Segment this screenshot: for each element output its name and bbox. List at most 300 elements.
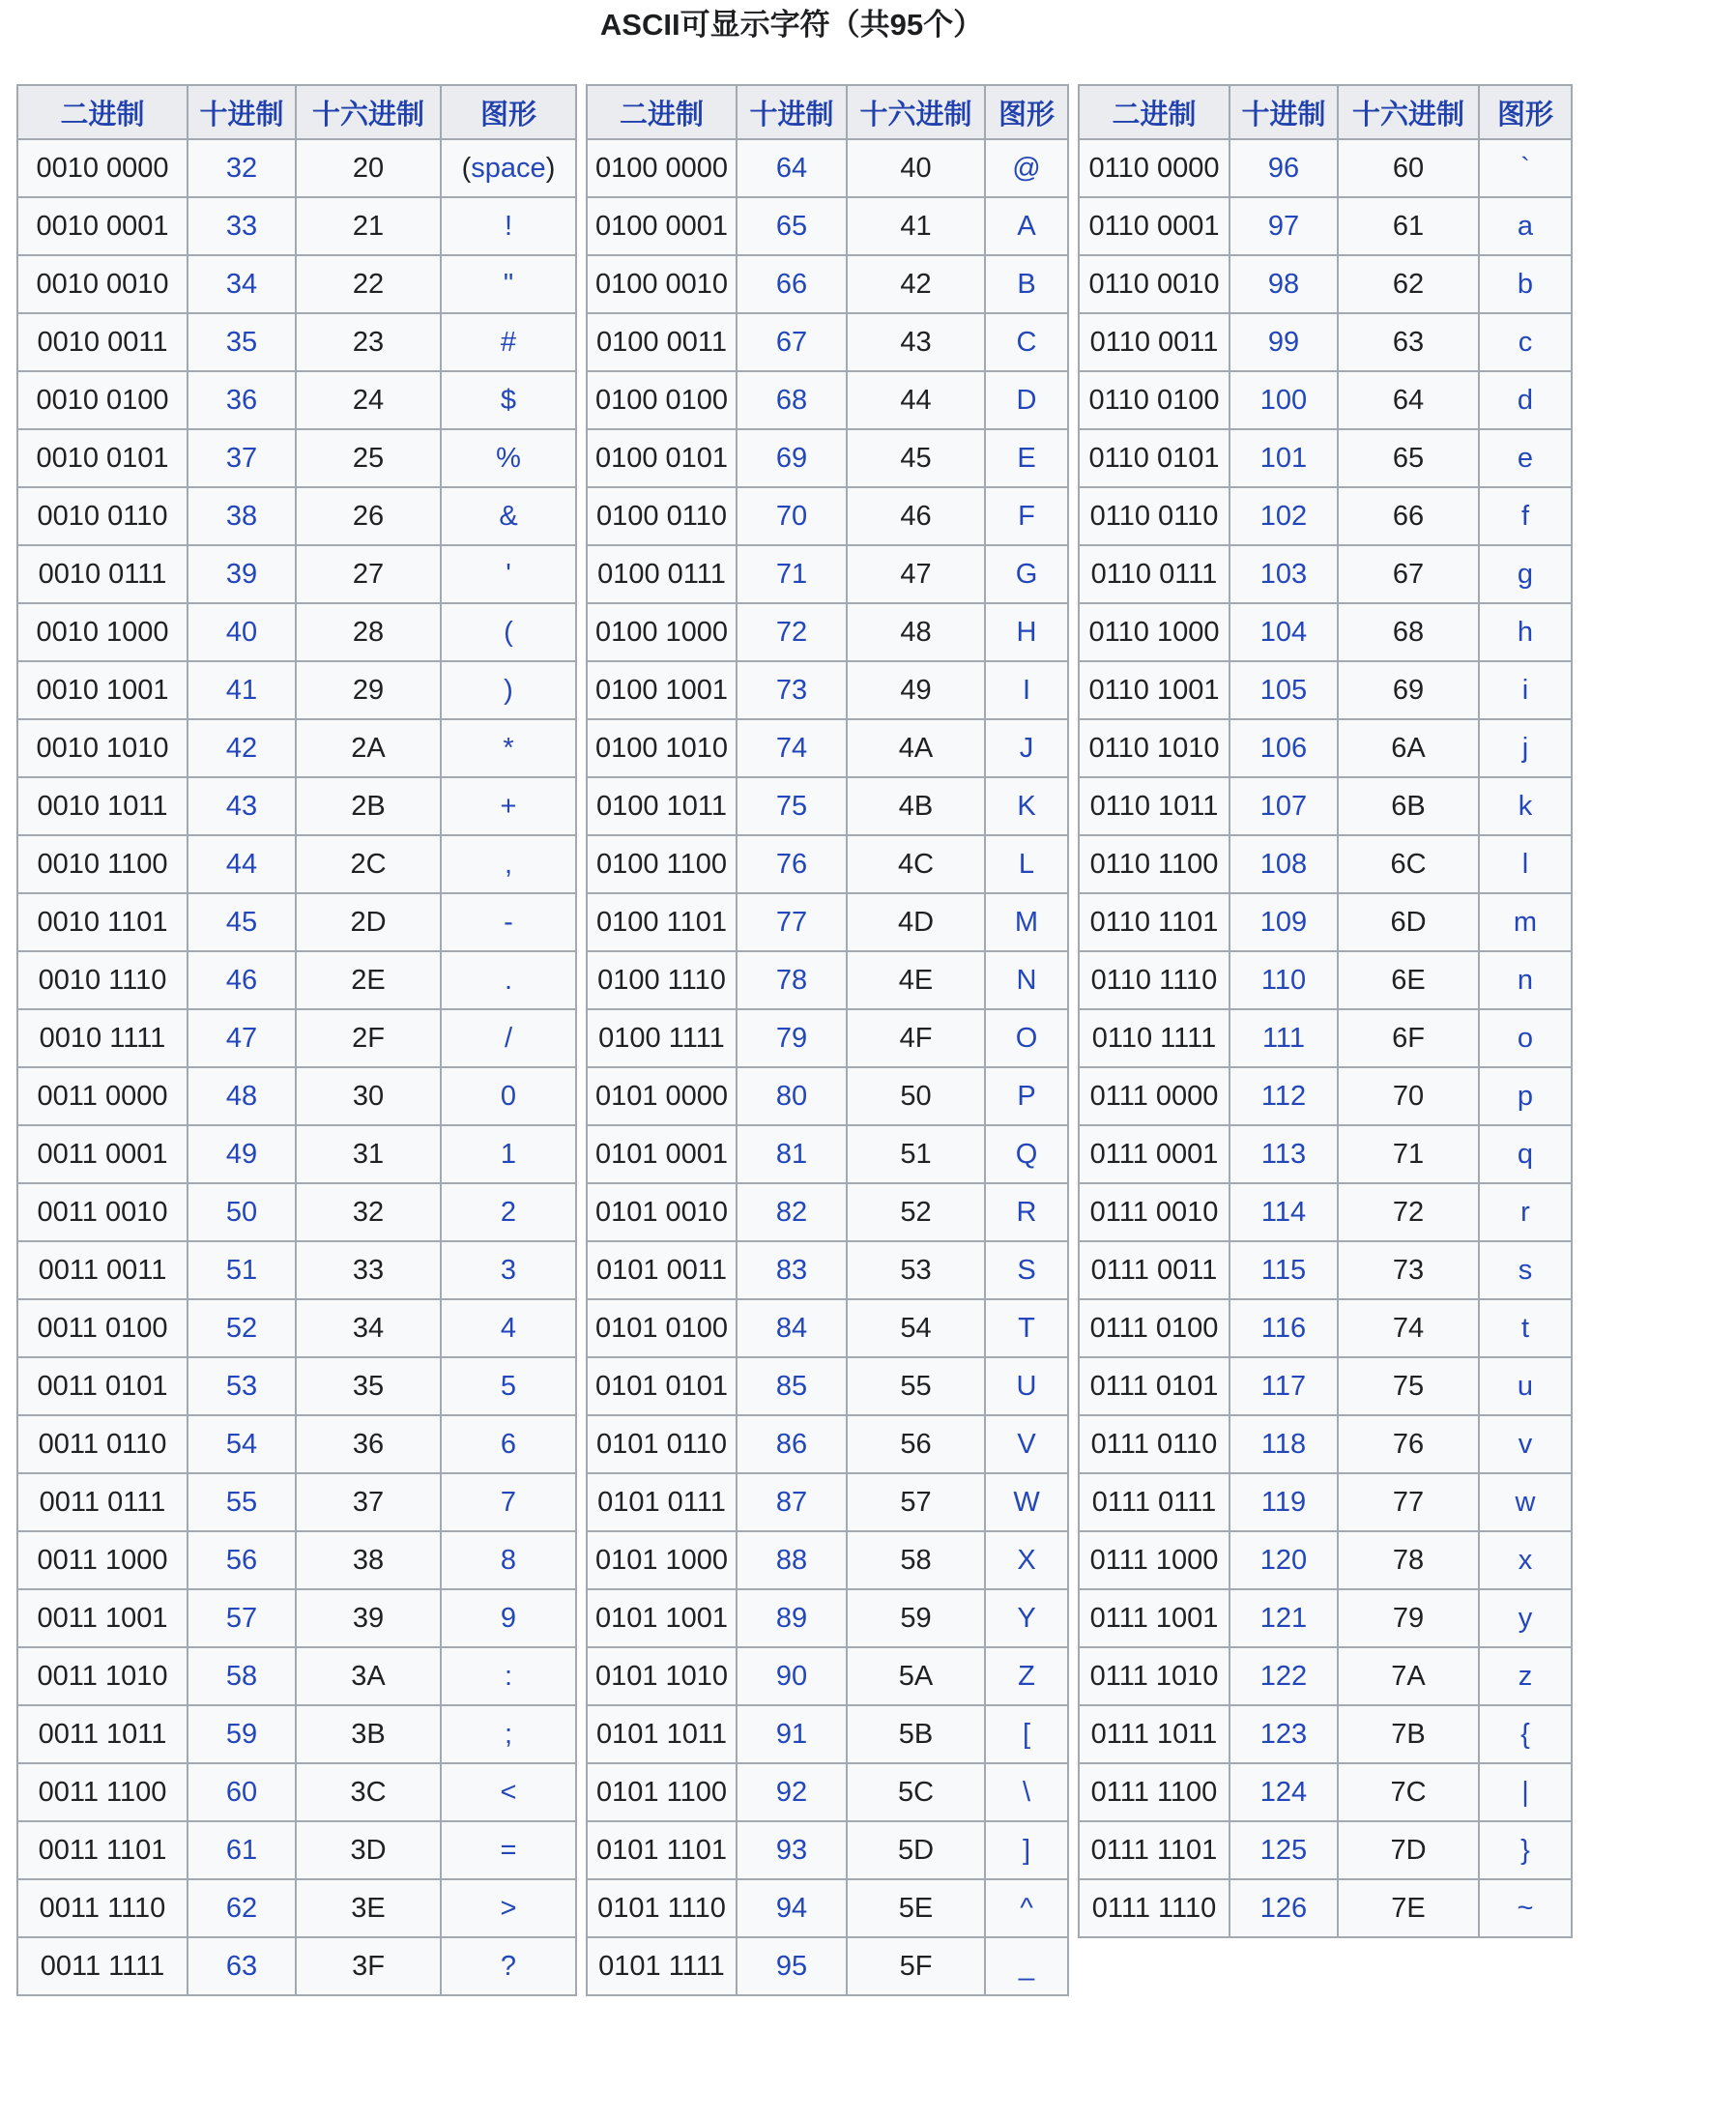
decimal-link[interactable]: 57 (225, 1602, 258, 1634)
binary-cell: 0100 0011 (587, 313, 737, 371)
table-row (17, 661, 576, 719)
glyph-cell (441, 1589, 576, 1647)
decimal-link[interactable]: 60 (225, 1776, 258, 1808)
hex-cell: 60 (1338, 139, 1479, 197)
glyph-link[interactable]: u (1517, 1370, 1534, 1402)
ascii-table-64-95 (586, 84, 1069, 1996)
decimal-link[interactable]: 114 (1260, 1196, 1307, 1228)
decimal-link[interactable]: 83 (775, 1254, 808, 1286)
glyph-link[interactable]: B (1017, 268, 1036, 300)
decimal-link[interactable]: 104 (1259, 616, 1308, 648)
decimal-link[interactable]: 108 (1259, 848, 1308, 880)
glyph-cell (985, 1473, 1068, 1531)
col-header-decimal (188, 85, 296, 139)
decimal-link[interactable]: 49 (225, 1138, 258, 1170)
decimal-link[interactable]: 113 (1260, 1138, 1307, 1170)
glyph-cell (441, 1241, 576, 1299)
glyph-link[interactable]: = (500, 1834, 517, 1866)
glyph-link[interactable]: D (1016, 384, 1037, 416)
decimal-link[interactable]: 96 (1267, 152, 1300, 184)
binary-cell: 0011 0011 (17, 1241, 188, 1299)
col-header-link-decimal[interactable]: 十进制 (1241, 99, 1326, 131)
decimal-cell (188, 1125, 296, 1183)
decimal-link[interactable]: 64 (775, 152, 808, 184)
decimal-link[interactable]: 68 (775, 384, 808, 416)
decimal-link[interactable]: 73 (775, 674, 808, 706)
glyph-link[interactable]: b (1517, 268, 1534, 300)
glyph-link[interactable]: 5 (500, 1370, 517, 1402)
decimal-link[interactable]: 59 (225, 1718, 258, 1750)
table-row (587, 371, 1068, 429)
glyph-link[interactable]: ? (500, 1950, 517, 1982)
decimal-cell (1230, 1241, 1338, 1299)
decimal-link[interactable]: 103 (1259, 558, 1308, 590)
decimal-link[interactable]: 126 (1259, 1892, 1308, 1924)
binary-cell: 0100 1000 (587, 603, 737, 661)
decimal-cell (737, 1473, 847, 1531)
glyph-link[interactable]: x (1518, 1544, 1533, 1576)
col-header-binary (17, 85, 188, 139)
glyph-link[interactable]: 7 (500, 1486, 517, 1518)
glyph-link[interactable]: I (1022, 674, 1031, 706)
col-header-link-binary[interactable]: 二进制 (619, 99, 704, 131)
glyph-cell (985, 1647, 1068, 1705)
glyph-link[interactable]: O (1015, 1022, 1038, 1054)
decimal-link[interactable]: 124 (1259, 1776, 1308, 1808)
decimal-link[interactable]: 100 (1259, 384, 1308, 416)
table-row (17, 1705, 576, 1763)
glyph-link[interactable]: Z (1018, 1660, 1035, 1692)
decimal-link[interactable]: 69 (775, 442, 808, 474)
glyph-link[interactable]: c (1518, 326, 1533, 358)
decimal-link[interactable]: 116 (1260, 1312, 1307, 1344)
table-row (587, 545, 1068, 603)
decimal-link[interactable]: 50 (225, 1196, 258, 1228)
decimal-link[interactable]: 46 (225, 964, 258, 996)
glyph-link[interactable]: g (1517, 558, 1534, 590)
glyph-link[interactable]: m (1513, 906, 1538, 938)
hex-cell: 22 (296, 255, 441, 313)
col-header-link-decimal[interactable]: 十进制 (749, 99, 834, 131)
decimal-link[interactable]: 58 (225, 1660, 258, 1692)
glyph-link[interactable]: 3 (500, 1254, 517, 1286)
table-row (1079, 1879, 1572, 1937)
decimal-link[interactable]: 40 (225, 616, 258, 648)
glyph-cell (441, 1125, 576, 1183)
col-header-link-binary[interactable]: 二进制 (60, 99, 145, 131)
table-row (17, 777, 576, 835)
decimal-link[interactable]: 62 (225, 1892, 258, 1924)
glyph-cell (985, 1821, 1068, 1879)
glyph-link[interactable]: r (1520, 1196, 1530, 1228)
glyph-cell (985, 313, 1068, 371)
decimal-link[interactable]: 33 (225, 210, 258, 242)
decimal-cell (188, 1067, 296, 1125)
decimal-cell (737, 313, 847, 371)
glyph-cell (441, 313, 576, 371)
glyph-cell (441, 951, 576, 1009)
glyph-link[interactable]: f (1520, 500, 1530, 532)
table-row (1079, 1705, 1572, 1763)
glyph-link[interactable]: a (1517, 210, 1534, 242)
glyph-link[interactable]: 2 (500, 1196, 517, 1228)
decimal-link[interactable]: 51 (225, 1254, 258, 1286)
decimal-link[interactable]: 35 (225, 326, 258, 358)
decimal-link[interactable]: 52 (225, 1312, 258, 1344)
glyph-link[interactable]: 0 (500, 1080, 517, 1112)
glyph-link[interactable]: i (1521, 674, 1529, 706)
glyph-link[interactable]: U (1016, 1370, 1037, 1402)
hex-cell: 31 (296, 1125, 441, 1183)
header-row (1079, 85, 1572, 139)
decimal-link[interactable]: 85 (775, 1370, 808, 1402)
decimal-link[interactable]: 119 (1260, 1486, 1307, 1518)
glyph-link[interactable]: L (1018, 848, 1035, 880)
glyph-link[interactable]: t (1520, 1312, 1530, 1344)
decimal-link[interactable]: 93 (775, 1834, 808, 1866)
glyph-link[interactable]: d (1517, 384, 1534, 416)
decimal-link[interactable]: 43 (225, 790, 258, 822)
glyph-link[interactable]: { (1520, 1718, 1530, 1750)
hex-cell: 73 (1338, 1241, 1479, 1299)
glyph-link[interactable]: M (1014, 906, 1039, 938)
table-row (17, 1763, 576, 1821)
glyph-link[interactable]: o (1517, 1022, 1534, 1054)
decimal-link[interactable]: 34 (225, 268, 258, 300)
hex-cell: 78 (1338, 1531, 1479, 1589)
glyph-link[interactable]: w (1515, 1486, 1536, 1518)
glyph-link[interactable]: X (1017, 1544, 1036, 1576)
glyph-link[interactable]: / (504, 1022, 513, 1054)
glyph-link[interactable]: + (500, 790, 517, 822)
hex-cell: 7E (1338, 1879, 1479, 1937)
decimal-cell (188, 197, 296, 255)
glyph-link[interactable]: Y (1017, 1602, 1036, 1634)
decimal-cell (737, 1937, 847, 1995)
decimal-link[interactable]: 112 (1260, 1080, 1307, 1112)
glyph-link[interactable]: 6 (500, 1428, 517, 1460)
decimal-link[interactable]: 80 (775, 1080, 808, 1112)
glyph-link[interactable]: $ (500, 384, 517, 416)
decimal-cell (737, 1879, 847, 1937)
glyph-link[interactable]: < (500, 1776, 517, 1808)
decimal-link[interactable]: 98 (1267, 268, 1300, 300)
decimal-link[interactable]: 111 (1261, 1022, 1306, 1054)
glyph-link[interactable]: A (1017, 210, 1036, 242)
decimal-link[interactable]: 48 (225, 1080, 258, 1112)
decimal-link[interactable]: 82 (775, 1196, 808, 1228)
glyph-link[interactable]: N (1016, 964, 1037, 996)
binary-cell: 0100 1010 (587, 719, 737, 777)
glyph-cell (985, 893, 1068, 951)
decimal-link[interactable]: 41 (225, 674, 258, 706)
table-row (1079, 1473, 1572, 1531)
table-row (1079, 1241, 1572, 1299)
glyph-link[interactable]: . (504, 964, 513, 996)
decimal-link[interactable]: 105 (1259, 674, 1308, 706)
hex-cell: 4A (847, 719, 985, 777)
header-row (17, 85, 576, 139)
hex-cell: 2B (296, 777, 441, 835)
glyph-link[interactable]: q (1517, 1138, 1534, 1170)
decimal-link[interactable]: 53 (225, 1370, 258, 1402)
hex-cell: 65 (1338, 429, 1479, 487)
table-row (17, 1473, 576, 1531)
hex-cell: 30 (296, 1067, 441, 1125)
glyph-link[interactable]: 1 (500, 1138, 517, 1170)
decimal-cell (737, 1067, 847, 1125)
glyph-cell (985, 1009, 1068, 1067)
glyph-link[interactable]: y (1518, 1602, 1533, 1634)
glyph-cell (441, 139, 576, 197)
col-header-link-binary[interactable]: 二进制 (1112, 99, 1197, 131)
glyph-link[interactable]: E (1017, 442, 1036, 474)
decimal-link[interactable]: 97 (1267, 210, 1300, 242)
glyph-cell (985, 1299, 1068, 1357)
decimal-link[interactable]: 76 (775, 848, 808, 880)
glyph-cell (441, 1299, 576, 1357)
space-glyph-link[interactable]: space (471, 152, 546, 184)
binary-cell: 0010 1101 (17, 893, 188, 951)
glyph-cell (1479, 719, 1572, 777)
glyph-link[interactable]: _ (1018, 1950, 1035, 1982)
table-row (17, 313, 576, 371)
decimal-link[interactable]: 122 (1259, 1660, 1308, 1692)
hex-cell: 45 (847, 429, 985, 487)
decimal-link[interactable]: 94 (775, 1892, 808, 1924)
decimal-link[interactable]: 37 (225, 442, 258, 474)
decimal-link[interactable]: 81 (775, 1138, 808, 1170)
glyph-link[interactable]: > (500, 1892, 517, 1924)
binary-cell: 0100 0111 (587, 545, 737, 603)
glyph-link[interactable]: s (1518, 1254, 1533, 1286)
hex-cell: 7B (1338, 1705, 1479, 1763)
decimal-cell (737, 1241, 847, 1299)
glyph-link[interactable]: v (1518, 1428, 1533, 1460)
decimal-cell (737, 719, 847, 777)
col-header-link-glyph[interactable]: 图形 (998, 99, 1055, 131)
binary-cell: 0101 0000 (587, 1067, 737, 1125)
decimal-link[interactable]: 84 (775, 1312, 808, 1344)
hex-cell: 61 (1338, 197, 1479, 255)
decimal-cell (737, 835, 847, 893)
hex-cell: 3D (296, 1821, 441, 1879)
glyph-link[interactable]: z (1518, 1660, 1533, 1692)
decimal-link[interactable]: 123 (1259, 1718, 1308, 1750)
glyph-link[interactable]: K (1017, 790, 1036, 822)
glyph-link[interactable]: S (1017, 1254, 1036, 1286)
glyph-link[interactable]: J (1019, 732, 1034, 764)
glyph-link[interactable]: ~ (1517, 1892, 1534, 1924)
decimal-link[interactable]: 99 (1267, 326, 1300, 358)
glyph-link[interactable]: " (503, 268, 514, 300)
glyph-link[interactable]: H (1016, 616, 1037, 648)
table-row (17, 1241, 576, 1299)
decimal-link[interactable]: 110 (1260, 964, 1307, 996)
decimal-link[interactable]: 32 (225, 152, 258, 184)
decimal-cell (1230, 1705, 1338, 1763)
decimal-link[interactable]: 91 (775, 1718, 808, 1750)
decimal-link[interactable]: 42 (225, 732, 258, 764)
glyph-link[interactable]: - (504, 906, 513, 938)
decimal-link[interactable]: 45 (225, 906, 258, 938)
table-row (17, 1937, 576, 1995)
col-header-link-hex[interactable]: 十六进制 (859, 99, 972, 131)
glyph-link[interactable]: | (1521, 1776, 1529, 1808)
decimal-link[interactable]: 89 (775, 1602, 808, 1634)
binary-cell: 0010 0011 (17, 313, 188, 371)
glyph-link[interactable]: 4 (500, 1312, 517, 1344)
table-row (1079, 719, 1572, 777)
decimal-link[interactable]: 109 (1259, 906, 1308, 938)
glyph-cell (441, 371, 576, 429)
glyph-link[interactable]: \ (1022, 1776, 1031, 1808)
hex-cell: 53 (847, 1241, 985, 1299)
glyph-cell (1479, 1357, 1572, 1415)
table-row (1079, 893, 1572, 951)
decimal-link[interactable]: 125 (1259, 1834, 1308, 1866)
glyph-link[interactable]: ^ (1020, 1892, 1033, 1924)
table-row (17, 1357, 576, 1415)
glyph-link[interactable]: ! (504, 210, 513, 242)
glyph-cell (985, 1067, 1068, 1125)
decimal-link[interactable]: 78 (775, 964, 808, 996)
ascii-tables-container (16, 84, 1736, 1996)
table-row (1079, 1821, 1572, 1879)
glyph-link[interactable]: * (503, 732, 514, 764)
decimal-link[interactable]: 72 (775, 616, 808, 648)
glyph-link[interactable]: ' (506, 558, 511, 590)
table-row (587, 1009, 1068, 1067)
glyph-link[interactable]: ] (1022, 1834, 1031, 1866)
col-header-link-glyph[interactable]: 图形 (1496, 99, 1553, 131)
decimal-link[interactable]: 75 (775, 790, 808, 822)
decimal-link[interactable]: 67 (775, 326, 808, 358)
glyph-link[interactable]: k (1518, 790, 1533, 822)
glyph-cell (441, 1937, 576, 1995)
decimal-link[interactable]: 92 (775, 1776, 808, 1808)
col-header-decimal (737, 85, 847, 139)
glyph-link[interactable]: : (504, 1660, 513, 1692)
decimal-link[interactable]: 115 (1260, 1254, 1307, 1286)
glyph-cell (1479, 603, 1572, 661)
hex-cell: 20 (296, 139, 441, 197)
decimal-link[interactable]: 79 (775, 1022, 808, 1054)
glyph-link[interactable]: G (1015, 558, 1038, 590)
glyph-link[interactable]: 8 (500, 1544, 517, 1576)
glyph-link[interactable]: T (1018, 1312, 1035, 1344)
decimal-link[interactable]: 65 (775, 210, 808, 242)
decimal-link[interactable]: 77 (775, 906, 808, 938)
decimal-link[interactable]: 38 (225, 500, 258, 532)
decimal-link[interactable]: 55 (225, 1486, 258, 1518)
decimal-link[interactable]: 70 (775, 500, 808, 532)
glyph-link[interactable]: P (1017, 1080, 1036, 1112)
decimal-link[interactable]: 63 (225, 1950, 258, 1982)
glyph-link[interactable]: ; (504, 1718, 513, 1750)
decimal-link[interactable]: 95 (775, 1950, 808, 1982)
glyph-link[interactable]: @ (1012, 152, 1041, 184)
glyph-link[interactable]: Q (1015, 1138, 1038, 1170)
decimal-link[interactable]: 74 (775, 732, 808, 764)
hex-cell: 74 (1338, 1299, 1479, 1357)
decimal-link[interactable]: 36 (225, 384, 258, 416)
binary-cell: 0111 1101 (1079, 1821, 1230, 1879)
hex-cell: 41 (847, 197, 985, 255)
hex-cell: 2D (296, 893, 441, 951)
glyph-link[interactable]: , (504, 848, 513, 880)
glyph-link[interactable]: ` (1520, 152, 1530, 184)
glyph-link[interactable]: F (1018, 500, 1035, 532)
glyph-link[interactable]: R (1016, 1196, 1037, 1228)
binary-cell: 0100 1101 (587, 893, 737, 951)
glyph-link[interactable]: h (1517, 616, 1534, 648)
decimal-link[interactable]: 117 (1260, 1370, 1307, 1402)
decimal-link[interactable]: 54 (225, 1428, 258, 1460)
glyph-link[interactable]: ) (504, 674, 513, 706)
decimal-link[interactable]: 71 (775, 558, 808, 590)
decimal-link[interactable]: 87 (775, 1486, 808, 1518)
col-header-link-hex[interactable]: 十六进制 (311, 99, 424, 131)
glyph-link[interactable]: e (1517, 442, 1534, 474)
col-header-link-decimal[interactable]: 十进制 (199, 99, 284, 131)
decimal-link[interactable]: 47 (225, 1022, 258, 1054)
decimal-link[interactable]: 90 (775, 1660, 808, 1692)
glyph-link[interactable]: l (1521, 848, 1529, 880)
decimal-link[interactable]: 56 (225, 1544, 258, 1576)
glyph-link[interactable]: C (1016, 326, 1037, 358)
decimal-link[interactable]: 44 (225, 848, 258, 880)
glyph-link[interactable]: W (1013, 1486, 1040, 1518)
decimal-link[interactable]: 66 (775, 268, 808, 300)
decimal-link[interactable]: 106 (1259, 732, 1308, 764)
decimal-link[interactable]: 88 (775, 1544, 808, 1576)
glyph-cell (985, 835, 1068, 893)
decimal-link[interactable]: 118 (1260, 1428, 1307, 1460)
glyph-link[interactable]: ( (504, 616, 513, 648)
glyph-link[interactable]: V (1017, 1428, 1036, 1460)
glyph-cell (1479, 1241, 1572, 1299)
binary-cell: 0011 0010 (17, 1183, 188, 1241)
glyph-link[interactable]: p (1517, 1080, 1534, 1112)
decimal-link[interactable]: 102 (1259, 500, 1308, 532)
hex-cell: 5C (847, 1763, 985, 1821)
decimal-link[interactable]: 101 (1259, 442, 1308, 474)
binary-cell: 0110 0101 (1079, 429, 1230, 487)
glyph-link[interactable]: & (499, 500, 518, 532)
glyph-link[interactable]: } (1520, 1834, 1530, 1866)
decimal-link[interactable]: 39 (225, 558, 258, 590)
glyph-link[interactable]: # (500, 326, 517, 358)
col-header-link-hex[interactable]: 十六进制 (1351, 99, 1464, 131)
hex-cell: 46 (847, 487, 985, 545)
col-header-link-glyph[interactable]: 图形 (479, 99, 536, 131)
hex-cell: 26 (296, 487, 441, 545)
decimal-link[interactable]: 121 (1259, 1602, 1308, 1634)
glyph-link[interactable]: % (496, 442, 521, 474)
glyph-cell (1479, 1473, 1572, 1531)
decimal-link[interactable]: 86 (775, 1428, 808, 1460)
table-row (17, 429, 576, 487)
decimal-link[interactable]: 120 (1259, 1544, 1308, 1576)
glyph-link[interactable]: j (1521, 732, 1529, 764)
decimal-link[interactable]: 61 (225, 1834, 258, 1866)
col-header-glyph (1479, 85, 1572, 139)
glyph-link[interactable]: n (1517, 964, 1534, 996)
glyph-link[interactable]: [ (1022, 1718, 1031, 1750)
decimal-link[interactable]: 107 (1259, 790, 1308, 822)
glyph-link[interactable]: 9 (500, 1602, 517, 1634)
